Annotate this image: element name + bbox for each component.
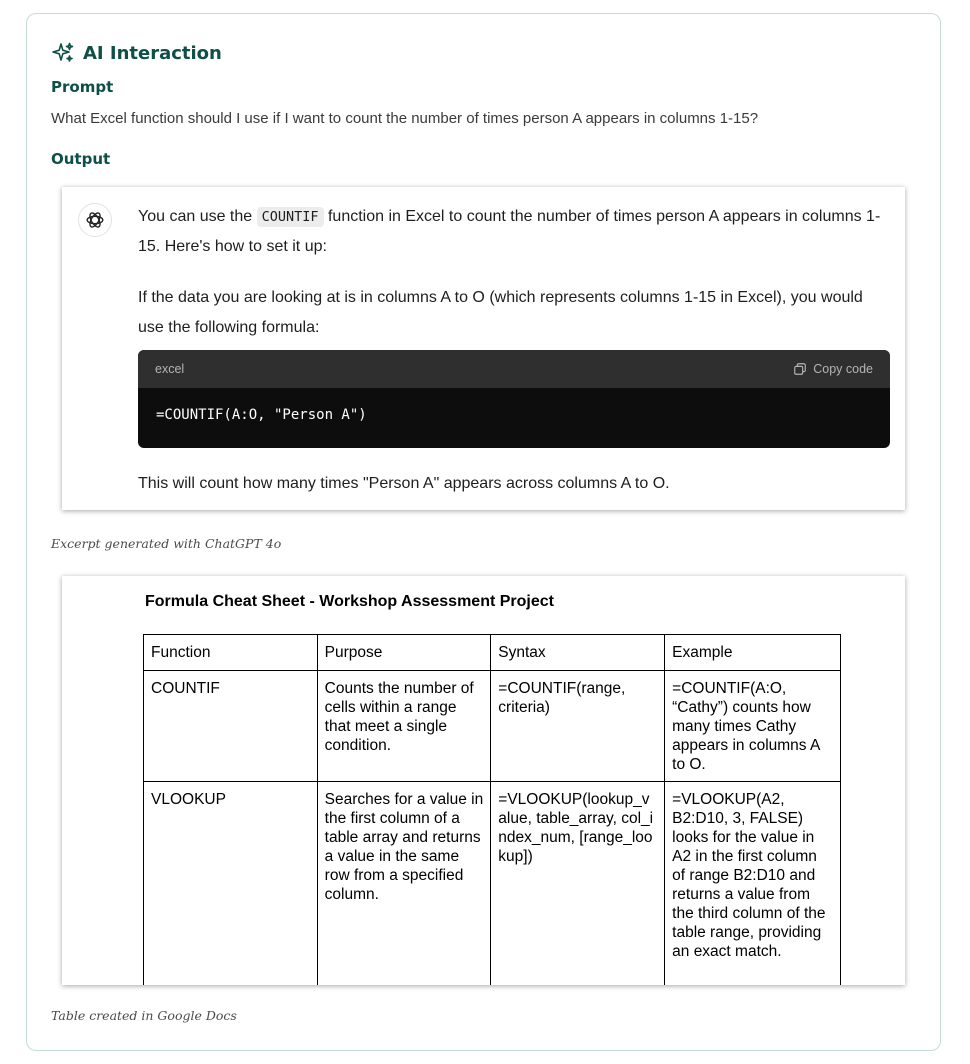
- ai-interaction-card: [26, 13, 941, 1051]
- code-content: =COUNTIF(A:O, "Person A"): [156, 407, 367, 423]
- chatgpt-excerpt-panel: [62, 187, 905, 510]
- function-cell: COUNTIF: [144, 671, 318, 782]
- copy-icon: [793, 362, 807, 376]
- prompt-label: Prompt: [51, 78, 114, 96]
- inline-code-countif: COUNTIF: [257, 207, 324, 227]
- table-header-row: [144, 635, 841, 671]
- table-caption: Table created in Google Docs: [51, 1008, 237, 1023]
- response-paragraph-2: If the data you are looking at is in columns A to O (which represents columns 1-15 in Excel), you would use the following formula:: [138, 289, 863, 336]
- code-block: [138, 350, 890, 448]
- table-row: [144, 671, 841, 782]
- syntax-cell: =COUNTIF(range, criteria): [491, 671, 665, 782]
- column-header: Purpose: [317, 635, 491, 671]
- code-block-header: [138, 350, 890, 388]
- excerpt-caption: Excerpt generated with ChatGPT 4o: [51, 536, 282, 551]
- example-cell: =COUNTIF(A:O, “Cathy”) counts how many times Cathy appears in columns A to O.: [665, 671, 841, 782]
- syntax-cell: =VLOOKUP(lookup_value, table_array, col_index_num, [range_lookup]): [491, 782, 665, 986]
- cheat-sheet-title: Formula Cheat Sheet - Workshop Assessment Project: [145, 593, 554, 610]
- copy-code-button[interactable]: [793, 362, 873, 376]
- sparkles-icon: [51, 41, 75, 65]
- cheat-sheet-table: [143, 634, 841, 985]
- response-paragraph-1: You can use the COUNTIF function in Excel to count the number of times person A appears in columns 1-15. Here's how to set it up:: [138, 208, 881, 255]
- column-header: Syntax: [491, 635, 665, 671]
- code-language-label: excel: [155, 362, 185, 376]
- output-label: Output: [51, 150, 111, 168]
- function-cell: VLOOKUP: [144, 782, 318, 986]
- response-paragraph-3: This will count how many times "Person A" appears across columns A to O.: [138, 475, 670, 492]
- table-row: [144, 782, 841, 986]
- column-header: Function: [144, 635, 318, 671]
- purpose-cell: Counts the number of cells within a range that meet a single condition.: [317, 671, 491, 782]
- example-cell: =VLOOKUP(A2, B2:D10, 3, FALSE) looks for the value in A2 in the first column of range B2:D10 and returns a value from the third column of the table range, providing an exact match.: [665, 782, 841, 986]
- column-header: Example: [665, 635, 841, 671]
- purpose-cell: Searches for a value in the first column of a table array and returns a value in the same row from a specified column.: [317, 782, 491, 986]
- card-header: [51, 40, 222, 66]
- prompt-text: What Excel function should I use if I want to count the number of times person A appears in columns 1-15?: [51, 110, 759, 127]
- card-title: AI Interaction: [83, 42, 222, 64]
- chatgpt-logo-icon: [78, 203, 112, 237]
- cheat-sheet-panel: [62, 576, 905, 985]
- copy-code-label: Copy code: [813, 362, 873, 376]
